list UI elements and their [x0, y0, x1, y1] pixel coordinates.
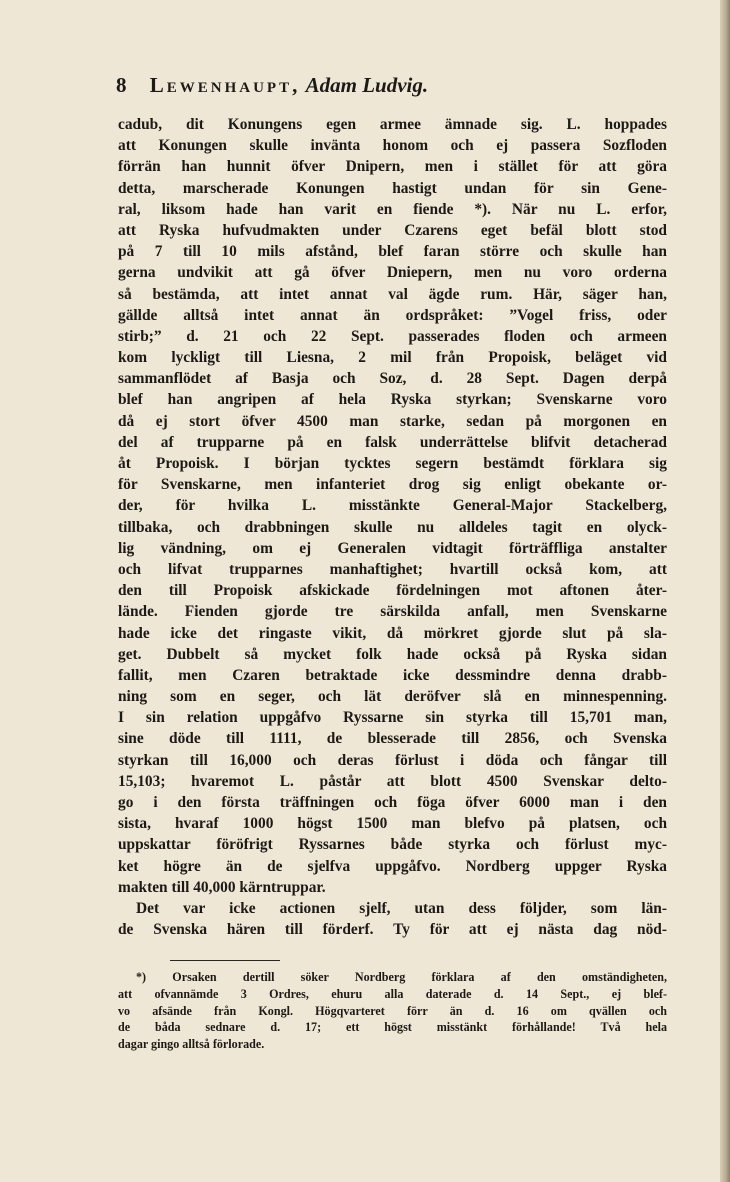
- text-line: go i den första träffningen och föga öfver 6000 man i den: [118, 794, 667, 811]
- text-line: Det var icke actionen sjelf, utan dess följder, som län-: [136, 899, 667, 917]
- text-line: 15,103; hvaremot L. påstår att blott 4500 Svenskar delto-: [118, 772, 667, 790]
- text-line: sista, hvaraf 1000 högst 1500 man blefvo på platsen, och: [118, 815, 667, 833]
- text-line: del af trupparne på en falsk underrättelse blifvit detacherad: [118, 433, 667, 451]
- main-text: [118, 114, 667, 940]
- text-line: lig vändning, om ej Generalen vidtagit förträffliga anstalter: [118, 539, 667, 557]
- text-line: fallit, men Czaren betraktade icke dessmindre denna drabb-: [118, 666, 667, 684]
- header-given-names: Adam Ludvig.: [305, 73, 429, 97]
- footnote-line: *) Orsaken dertill söker Nordberg förklara af den omständigheten,: [136, 970, 667, 984]
- page-number: 8: [116, 73, 127, 97]
- text-line: hade icke det ringaste vikit, då mörkret gjorde slut på sla-: [118, 624, 667, 642]
- footnote-line: de båda sednare d. 17; ett högst misstänkt förhållande! Två hela: [118, 1020, 667, 1035]
- text-line: de Svenska hären till förderf. Ty för att ej nästa dag nöd-: [118, 921, 667, 939]
- text-line: I sin relation uppgåfvo Ryssarne sin styrka till 15,701 man,: [118, 709, 667, 727]
- header-surname: Lewenhaupt,: [149, 73, 301, 97]
- text-line: sammanflödet af Basja och Soz, d. 28 Sept. Dagen derpå: [118, 370, 667, 388]
- text-line: då ej stort öfver 4500 man starke, sedan på morgonen en: [118, 412, 667, 430]
- text-line: gällde alltså intet annat än ordspråket: ”Vogel friss, oder: [118, 306, 667, 324]
- text-line: så bestämda, att intet annat val ägde rum. Här, säger han,: [118, 285, 667, 303]
- footnote: [118, 969, 667, 1053]
- text-line: och lifvat trupparnes manhaftighet; hvartill också kom, att: [118, 560, 667, 578]
- text-line: kom lyckligt till Liesna, 2 mil från Propoisk, beläget vid: [118, 349, 667, 367]
- text-line: lände. Fienden gjorde tre särskilda anfall, men Svenskarne: [118, 603, 667, 621]
- text-line: ket högre än de sjelfva uppgåfvo. Nordberg uppger Ryska: [118, 857, 667, 875]
- footnote-line: att ofvannämde 3 Ordres, ehuru alla daterade d. 14 Sept., ej blef-: [118, 986, 667, 1001]
- text-line: åt Propoisk. I början tycktes segern bestämdt förklara sig: [118, 455, 667, 472]
- text-line: detta, marscherade Konungen hastigt undan för sin Gene-: [118, 179, 667, 197]
- text-line: styrkan till 16,000 och deras förlust i döda och fångar till: [118, 751, 667, 769]
- text-line: stirb;” d. 21 och 22 Sept. passerades floden och armeen: [118, 327, 667, 345]
- footnote-line: dagar gingo alltså förlorade.: [118, 1037, 265, 1052]
- footnote-line: vo afsände från Kongl. Högqvarteret förr än d. 16 om qvällen och: [118, 1003, 667, 1018]
- text-line: på 7 till 10 mils afstånd, blef faran större och skulle han: [118, 243, 667, 261]
- text-line: tillbaka, och drabbningen skulle nu alldeles tagit en olyck-: [118, 518, 667, 536]
- text-line: makten till 40,000 kärntruppar.: [118, 878, 326, 896]
- text-line: blef han angripen af hela Ryska styrkan; Svenskarne voro: [118, 391, 667, 409]
- text-line: förrän han hunnit öfver Dnipern, men i stället för att göra: [118, 158, 667, 176]
- text-line: den till Propoisk afskickade fördelningen mot aftonen åter-: [118, 582, 667, 600]
- text-line: uppskattar föröfrigt Ryssarnes både styrka och förlust myc-: [118, 836, 667, 854]
- text-line: ning som en seger, och lät deröfver slå en minnespenning.: [118, 688, 667, 706]
- page-edge: [720, 0, 730, 1182]
- text-line: att Konungen skulle invänta honom och ej passera Sozfloden: [118, 137, 667, 155]
- text-line: ral, liksom hade han varit en fiende *). När nu L. erfor,: [118, 200, 667, 218]
- text-line: der, för hvilka L. misstänkte General-Major Stackelberg,: [118, 497, 667, 515]
- text-line: sine döde till 1111, de blesserade till 2856, och Svenska: [118, 730, 667, 748]
- text-line: cadub, dit Konungens egen armee ämnade sig. L. hoppades: [118, 116, 667, 133]
- text-line: get. Dubbelt så mycket folk hade också på Ryska sidan: [118, 645, 667, 663]
- footnote-rule: [170, 960, 280, 961]
- text-line: att Ryska hufvudmakten under Czarens eget befäl blott stod: [118, 221, 667, 239]
- text-line: för Svenskarne, men infanteriet drog sig enligt obekante or-: [118, 476, 667, 494]
- text-line: gerna undvikit att gå öfver Dniepern, men nu voro orderna: [118, 264, 667, 282]
- running-header: [116, 70, 616, 100]
